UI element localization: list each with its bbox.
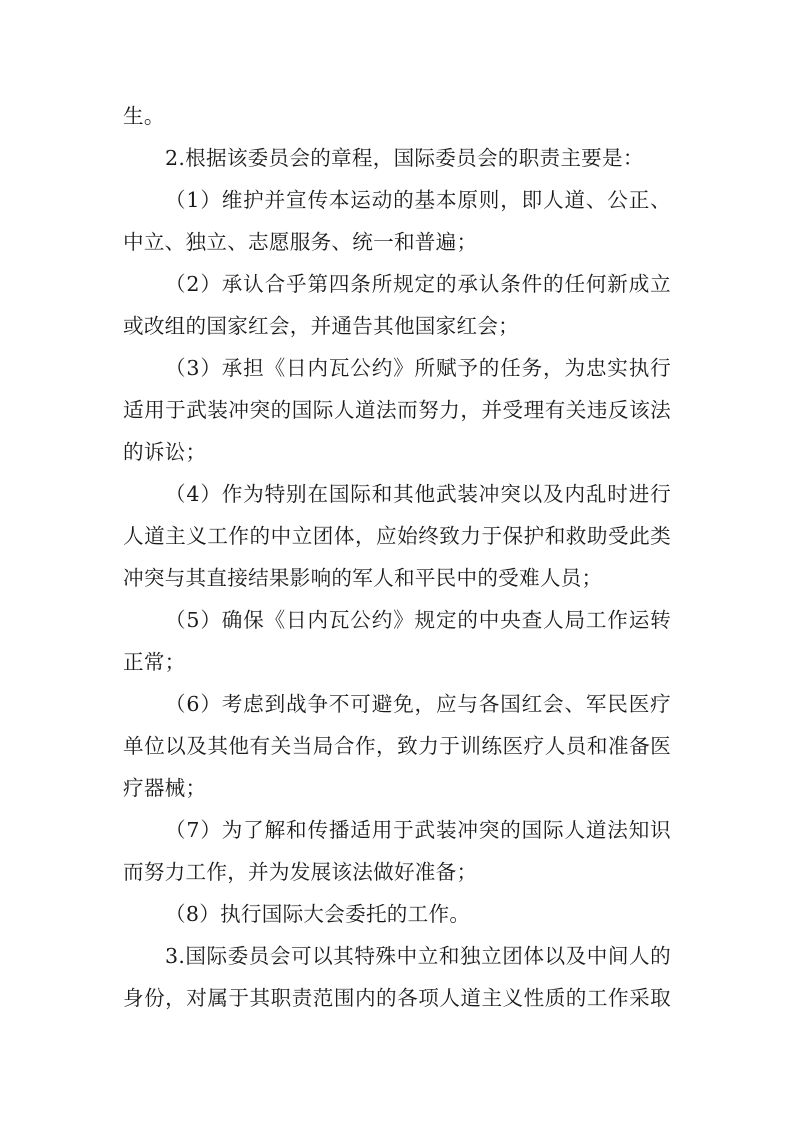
text-line: 而努力工作，并为发展该法做好准备；: [123, 860, 478, 884]
paragraph-heading: 3.国际委员会可以其特殊中立和独立团体以及中间人的: [165, 944, 671, 968]
text-line: 人道主义工作的中立团体，应始终致力于保护和救助受此类: [123, 524, 671, 548]
paragraph-heading: 2.根据该委员会的章程，国际委员会的职责主要是：: [165, 146, 644, 170]
text-line: （5）确保《日内瓦公约》规定的中央查人局工作运转: [165, 608, 671, 632]
text-line: 生。: [123, 104, 165, 128]
text-line: （2）承认合乎第四条所规定的承认条件的任何新成立: [165, 272, 671, 296]
text-line: 疗器械；: [123, 776, 207, 800]
text-line: （6）考虑到战争不可避免，应与各国红会、军民医疗: [165, 692, 671, 716]
text-line: 正常；: [123, 650, 186, 674]
text-line: 单位以及其他有关当局合作，致力于训练医疗人员和准备医: [123, 734, 671, 758]
text-line: 或改组的国家红会，并通告其他国家红会；: [123, 314, 520, 338]
text-line: 冲突与其直接结果影响的军人和平民中的受难人员；: [123, 566, 603, 590]
text-line: 适用于武装冲突的国际人道法而努力，并受理有关违反该法: [123, 398, 671, 422]
text-line: （1）维护并宣传本运动的基本原则，即人道、公正、: [165, 188, 671, 212]
text-line: （7）为了解和传播适用于武装冲突的国际人道法知识: [165, 818, 671, 842]
text-line: 身份，对属于其职责范围内的各项人道主义性质的工作采取: [123, 986, 671, 1010]
text-line: （8）执行国际大会委托的工作。: [165, 902, 471, 926]
text-line: （3）承担《日内瓦公约》所赋予的任务，为忠实执行: [165, 356, 671, 380]
text-line: 中立、独立、志愿服务、统一和普遍；: [123, 230, 478, 254]
text-line: （4）作为特别在国际和其他武装冲突以及内乱时进行: [165, 482, 671, 506]
text-line: 的诉讼；: [123, 440, 207, 464]
